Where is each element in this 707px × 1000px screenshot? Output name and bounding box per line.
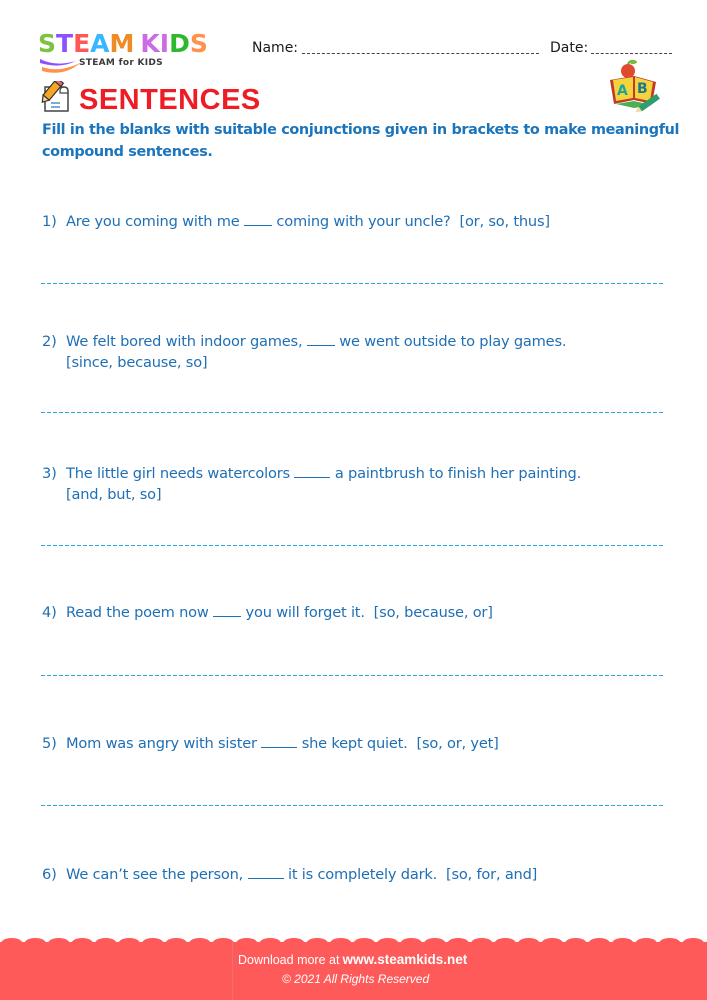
question-text: We can’t see the person, [66,866,244,883]
question-5 [42,733,499,754]
question-text: We felt bored with indoor games, [66,333,303,350]
logo-letter: A [90,29,110,58]
answer-line-3[interactable] [41,545,664,547]
question-number: 1) [42,213,57,230]
question-text: it is completely dark. [287,866,438,883]
question-text: coming with your uncle? [276,213,451,230]
question-text: Are you coming with me [66,213,240,230]
question-text: you will forget it. [245,604,365,621]
svg-text:A: A [617,83,628,99]
blank[interactable] [248,867,284,879]
question-2 [42,331,566,373]
question-text: she kept quiet. [301,735,408,752]
question-3 [42,463,581,505]
question-text: we went outside to play games. [339,333,567,350]
logo-letter: K [140,29,160,58]
steam-kids-logo [38,31,238,76]
logo-tagline: STEAM for KIDS [79,58,163,68]
blank[interactable] [294,466,330,478]
footer-copyright: © 2021 All Rights Reserved [282,972,430,986]
date-label: Date: [550,40,589,56]
options: [or, so, thus] [459,213,550,230]
options: [since, because, so] [66,354,208,371]
instructions: Fill in the blanks with suitable conjunctions given in brackets to make meaningful compound sentences. [42,122,680,160]
options: [so, because, or] [373,604,493,621]
question-6 [42,864,537,885]
question-number: 5) [42,735,57,752]
options: [so, or, yet] [416,735,499,752]
question-number: 4) [42,604,57,621]
abc-book-apple-icon [606,58,664,112]
footer [0,942,707,1000]
page-title: SENTENCES [79,84,261,116]
logo-letter: E [73,29,91,58]
blank[interactable] [307,334,335,346]
question-1 [42,211,550,232]
logo-letter: M [109,29,135,58]
answer-line-1[interactable] [41,283,664,285]
blank[interactable] [244,214,272,226]
answer-line-5[interactable] [41,805,664,807]
footer-download-text: Download more at [238,953,340,967]
svg-text:B: B [637,81,648,97]
question-text: Read the poem now [66,604,209,621]
logo-letter: S [189,29,208,58]
pencil-paper-icon [38,81,72,115]
logo-letter: I [159,29,170,58]
logo-wordmark [38,31,208,57]
logo-letter: T [56,29,74,58]
footer-url-link[interactable]: www.steamkids.net [342,952,468,967]
question-number: 3) [42,465,57,482]
question-text: a paintbrush to finish her painting. [334,465,582,482]
footer-download [238,952,467,967]
question-number: 6) [42,866,57,883]
footer-divider [232,942,233,1000]
answer-line-4[interactable] [41,675,664,677]
blank[interactable] [213,605,241,617]
date-field[interactable] [591,53,672,54]
question-number: 2) [42,333,57,350]
logo-letter: D [169,29,190,58]
name-field[interactable] [302,53,539,54]
logo-swoosh-icon [38,55,83,75]
logo-letter: S [38,29,57,58]
options: [and, but, so] [66,486,162,503]
blank[interactable] [261,736,297,748]
question-text: The little girl needs watercolors [66,465,290,482]
name-label: Name: [252,40,299,56]
question-4 [42,602,493,623]
answer-line-2[interactable] [41,412,664,414]
options: [so, for, and] [445,866,538,883]
question-text: Mom was angry with sister [66,735,257,752]
